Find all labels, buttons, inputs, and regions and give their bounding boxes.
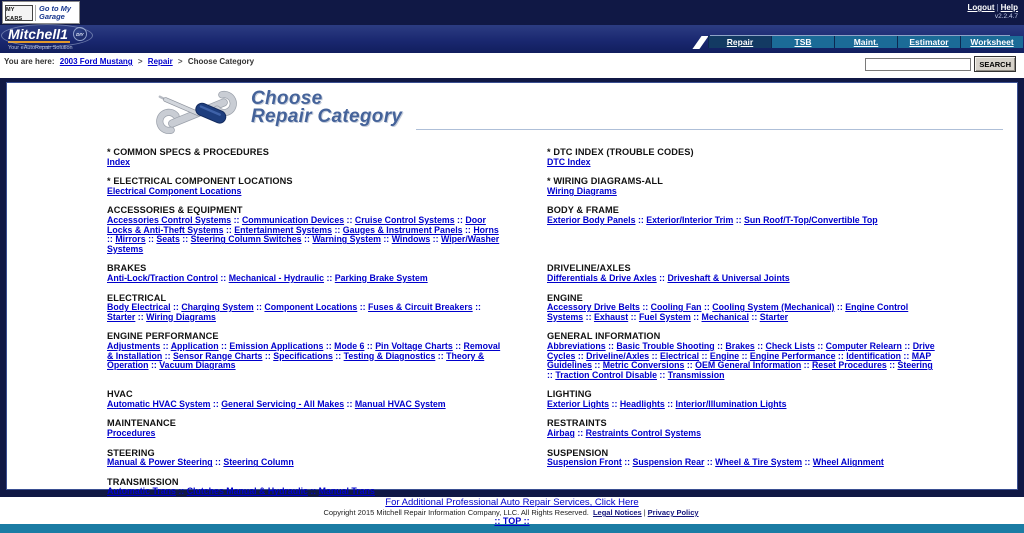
category-link[interactable]: Suspension Rear [632,457,705,468]
tab-worksheet[interactable]: Worksheet [960,36,1023,48]
category-link[interactable]: Electrical [659,350,700,361]
link-separator: :: [179,234,191,245]
page-title [251,90,402,126]
link-separator: :: [332,350,344,361]
link-separator: :: [739,350,750,361]
my-cars-label: MY CARS [6,6,23,22]
category-link[interactable]: Manual & Power Steering [107,457,213,468]
category-link[interactable]: Emission Applications [229,340,324,351]
category-link[interactable]: Removal & Installation [107,340,501,361]
link-separator: :: [162,350,173,361]
link-separator: :: [107,234,116,245]
category-link[interactable]: Restraints Control Systems [585,428,701,439]
link-separator: :: [583,311,594,322]
category-heading: LIGHTING [547,389,592,400]
category-link[interactable]: Starter [107,311,136,322]
category-links [547,458,941,468]
category-link[interactable]: Brakes [725,340,755,351]
categories-grid [107,148,1017,497]
link-separator: :: [357,302,369,313]
category-link[interactable]: Anti-Lock/Traction Control [107,272,218,283]
link-separator: :: [160,340,171,351]
link-separator: :: [307,486,319,497]
category-link[interactable]: Cooling Fan [650,302,702,313]
category-links [547,274,941,284]
category-links [107,303,501,322]
category-link[interactable]: Sensor Range Charts [172,350,263,361]
category-link[interactable]: Application [170,340,219,351]
category-links [107,400,501,410]
category-link[interactable]: Computer Relearn [825,340,902,351]
category-heading: HVAC [107,389,133,400]
link-separator: :: [574,428,586,439]
link-separator: :: [886,360,898,371]
link-separator: :: [462,224,474,235]
link-separator: :: [802,457,813,468]
link-separator: :: [547,369,556,380]
category-links [547,216,941,226]
category-section [547,294,941,323]
category-link[interactable]: Parking Brake System [334,272,428,283]
category-heading: BODY & FRAME [547,205,619,216]
link-separator: :: [148,360,160,371]
link-separator: :: [324,272,335,283]
logo-tagline: Your eAutoRepair Solution [8,45,73,51]
link-separator: :: [301,234,313,245]
category-link[interactable]: Accessory Drive Belts [547,302,640,313]
link-separator: :: [754,340,766,351]
category-link[interactable]: Engine Performance [749,350,836,361]
category-section [107,419,501,438]
category-link[interactable]: Engine Control Systems [547,302,909,322]
category-link[interactable]: Fuses & Circuit Breakers [368,302,473,313]
version-text: v2.2.4.7 [994,13,1018,20]
category-link[interactable]: Adjustments [107,340,161,351]
link-separator: :: [253,302,265,313]
link-separator: :: [748,311,760,322]
link-separator: :: [814,340,826,351]
category-link[interactable]: Wiring Diagrams [547,185,617,196]
category-heading: ENGINE PERFORMANCE [107,331,219,342]
category-section [107,332,501,380]
link-separator: :: [628,311,639,322]
category-link[interactable]: Exterior/Interior Trim [646,214,734,225]
category-link[interactable]: Wiring Diagrams [146,311,216,322]
category-link[interactable]: Procedures [107,428,156,439]
category-link[interactable]: Exhaust [593,311,629,322]
header-bar [0,25,1024,53]
category-link[interactable]: Manual HVAC System [354,398,446,409]
category-link[interactable]: Mechanical - Hydraulic [228,272,325,283]
category-link[interactable]: Basic Trouble Shooting [616,340,715,351]
category-links [547,303,941,322]
category-heading: GENERAL INFORMATION [547,331,661,342]
category-link[interactable]: Exterior Body Panels [547,214,636,225]
category-link[interactable]: Mode 6 [334,340,365,351]
category-link[interactable]: MAP Guidelines [547,350,932,371]
category-links [547,429,941,439]
breadcrumb-prefix: You are here: [4,57,57,66]
category-link[interactable]: Charging System [181,302,254,313]
breadcrumb-item[interactable]: Repair [147,57,173,66]
category-link[interactable]: Airbag [547,428,575,439]
link-separator: :: [690,311,702,322]
category-link[interactable]: OEM General Information [695,360,802,371]
category-heading: * ELECTRICAL COMPONENT LOCATIONS [107,176,293,187]
link-separator: :: [430,234,441,245]
category-link[interactable]: Mechanical [701,311,749,322]
category-link[interactable]: Vacuum Diagrams [159,360,236,371]
category-link[interactable]: Cruise Control Systems [354,214,455,225]
category-link[interactable]: Fuel System [638,311,691,322]
category-link[interactable]: Cooling System (Mechanical) [712,302,835,313]
category-section [547,148,941,167]
tab-repair[interactable]: Repair [708,36,771,48]
search-button[interactable]: SEARCH [974,56,1016,72]
category-link[interactable]: Driveline/Axles [586,350,650,361]
category-link[interactable]: Automatic HVAC System [107,398,211,409]
category-link[interactable]: Headlights [619,398,665,409]
link-separator: :: [701,302,713,313]
category-link[interactable]: Windows [391,234,431,245]
link-separator: :: [649,350,660,361]
link-separator: :: [175,486,187,497]
category-link[interactable]: Steering [897,360,933,371]
diy-badge-icon: DIY [73,27,87,41]
link-separator: :: [733,214,745,225]
category-link[interactable]: Identification [846,350,901,361]
breadcrumb-separator: > [135,57,145,66]
category-link[interactable]: Steering Column [223,457,294,468]
category-heading: ENGINE [547,292,583,303]
license-plate-icon [5,5,33,21]
category-heading: DRIVELINE/AXLES [547,263,631,274]
category-section [547,206,941,254]
category-section [107,177,501,196]
category-section [107,390,501,409]
category-heading: MAINTENANCE [107,418,176,429]
category-section [547,449,941,468]
link-separator: :: [262,350,274,361]
link-separator: :: [145,234,157,245]
link-separator: :: [380,234,392,245]
category-link[interactable]: Body Electrical [107,302,171,313]
link-separator: :: [170,302,182,313]
link-separator: :: [656,272,668,283]
category-link[interactable]: Specifications [273,350,333,361]
category-heading: STEERING [107,447,155,458]
category-link[interactable]: Traction Control Disable [555,369,657,380]
link-separator: :: [639,302,651,313]
category-link[interactable]: Entertainment Systems [234,224,333,235]
category-section [107,148,501,167]
search-input[interactable] [865,58,971,71]
mitchell1-logo[interactable] [8,27,87,51]
link-separator: :: [218,340,230,351]
top-bar [0,0,1024,25]
link-separator: :: [714,340,726,351]
page-title-line2: Repair Category [251,106,403,127]
category-link[interactable]: Index [107,156,130,167]
category-links [107,458,501,468]
link-separator: :: [452,340,464,351]
link-separator: :: [834,302,846,313]
category-link[interactable]: Starter [759,311,789,322]
tab-tsb[interactable]: TSB [771,36,834,48]
category-links [107,487,501,497]
category-section [107,478,501,497]
category-section [547,264,941,283]
main-panel [6,82,1018,497]
category-link[interactable]: Steering Column Switches [190,234,302,245]
session-links [967,3,1018,20]
category-heading: ACCESSORIES & EQUIPMENT [107,205,243,216]
category-link[interactable]: Accessories Control Systems [107,214,232,225]
category-link[interactable]: Seats [156,234,180,245]
my-cars-garage-button[interactable] [2,1,80,24]
tab-maint[interactable]: Maint. [834,36,897,48]
link-separator: :: [699,350,710,361]
category-links [107,158,501,168]
search-box [865,56,1016,72]
breadcrumb [4,57,254,66]
category-link[interactable]: Interior/Illumination Lights [675,398,787,409]
category-link[interactable]: Automatic Trans [107,486,176,497]
category-link[interactable]: Drive Cycles [547,340,935,361]
category-link[interactable]: Mirrors [115,234,146,245]
category-link[interactable]: Wiper/Washer Systems [107,234,500,254]
link-separator: :: [684,360,696,371]
header-rule [416,129,1003,130]
page-header [7,83,1017,134]
breadcrumb-search-bar [0,53,1024,78]
category-link[interactable]: Transmission [667,369,725,380]
help-link[interactable]: Help [1000,3,1018,12]
category-heading: TRANSMISSION [107,476,179,487]
category-heading: RESTRAINTS [547,418,607,429]
logo-ellipse-decoration [1,24,93,47]
link-separator: :: [135,311,147,322]
category-link[interactable]: General Servicing - All Makes [221,398,345,409]
privacy-policy-link[interactable]: Privacy Policy [647,508,699,517]
promo-line [0,498,1024,508]
link-separator: :: [605,340,617,351]
category-link[interactable]: Electrical Component Locations [107,185,242,196]
link-separator: :: [454,214,466,225]
tab-bar [708,36,1023,48]
link-separator: :: [609,398,620,409]
breadcrumb-separator: > [175,57,185,66]
link-separator: :: [435,350,447,361]
go-to-garage-label: Go to My Garage [35,5,79,21]
link-separator: :: [231,214,242,225]
link-divider: | [996,3,999,12]
category-link[interactable]: Horns [473,224,499,235]
category-heading: * DTC INDEX (TROUBLE CODES) [547,147,694,157]
link-separator: :: [901,340,913,351]
category-section [107,264,501,283]
promo-link[interactable]: For Additional Professional Auto Repair Services, Click Here [385,497,639,508]
category-link[interactable]: Pin Voltage Charts [375,340,453,351]
copyright-text: Copyright 2015 Mitchell Repair Information Company, LLC. All Rights Reserved. [323,508,589,517]
link-separator: :: [704,457,716,468]
category-section [107,294,501,323]
link-separator: :: [575,350,587,361]
tab-slash-decoration [692,36,708,49]
category-section [547,390,941,409]
category-link[interactable]: Theory & Operation [107,350,485,371]
link-separator: :: [323,340,335,351]
category-heading: SUSPENSION [547,447,609,458]
category-link[interactable]: Manual Trans [318,486,375,497]
category-link[interactable]: Gauges & Instrument Panels [342,224,463,235]
category-link[interactable]: Warning System [312,234,381,245]
link-separator: :: [656,369,668,380]
link-separator: :: [621,457,633,468]
category-links [547,342,941,380]
category-links [547,158,941,168]
category-section [547,419,941,438]
category-links [107,342,501,371]
link-separator: :: [635,214,647,225]
category-section [107,449,501,468]
footer-link-divider: | [643,508,646,517]
category-links [107,429,501,439]
link-separator: :: [344,398,355,409]
link-separator: :: [332,224,343,235]
category-link[interactable]: Sun Roof/T-Top/Convertible Top [744,214,878,225]
category-link[interactable]: Wheel Alignment [812,457,884,468]
category-links [107,216,501,254]
category-heading: BRAKES [107,263,147,274]
page-title-line1: Choose [251,88,323,109]
category-section [547,177,941,196]
link-separator: :: [801,360,812,371]
link-separator: :: [472,302,481,313]
category-heading: * WIRING DIAGRAMS-ALL [547,176,663,187]
category-links [107,187,501,197]
footer [0,497,1024,524]
category-link[interactable]: Reset Procedures [811,360,887,371]
category-heading: * COMMON SPECS & PROCEDURES [107,147,269,157]
category-link[interactable]: Differentials & Drive Axles [547,272,657,283]
logout-link[interactable]: Logout [967,3,995,12]
link-separator: :: [210,398,222,409]
category-heading: ELECTRICAL [107,292,167,303]
link-separator: :: [364,340,376,351]
category-link[interactable]: Clutches Manual & Hydraulic [186,486,308,497]
top-link[interactable]: :: TOP :: [494,516,530,526]
category-link[interactable]: Suspension Front [547,457,622,468]
category-links [547,400,941,410]
page-background [0,78,1024,497]
category-link[interactable]: Driveshaft & Universal Joints [667,272,790,283]
repair-tools-icon [155,90,239,134]
link-separator: :: [664,398,676,409]
category-link[interactable]: Communication Devices [241,214,345,225]
category-link[interactable]: DTC Index [547,156,591,167]
category-links [107,274,501,284]
breadcrumb-item: Choose Category [187,57,255,66]
category-link[interactable]: Testing & Diagnostics [343,350,436,361]
link-separator: :: [344,214,355,225]
category-link[interactable]: Engine [709,350,740,361]
link-separator: :: [223,224,235,235]
link-separator: :: [212,457,224,468]
category-section [107,206,501,254]
link-separator: :: [217,272,229,283]
category-link[interactable]: Metric Conversions [602,360,685,371]
category-link[interactable]: Wheel & Tire System [715,457,803,468]
breadcrumb-item[interactable]: 2003 Ford Mustang [59,57,133,66]
link-separator: :: [591,360,603,371]
category-link[interactable]: Component Locations [264,302,358,313]
logo-text: Mitchell1 [8,26,68,42]
category-section [547,332,941,380]
category-link[interactable]: Door Locks & Anti-Theft Systems [107,214,486,235]
legal-notices-link[interactable]: Legal Notices [592,508,642,517]
tab-estimator[interactable]: Estimator [897,36,960,48]
category-links [547,187,941,197]
link-separator: :: [900,350,912,361]
category-section [547,478,941,497]
link-separator: :: [835,350,847,361]
category-link[interactable]: Abbreviations [547,340,606,351]
category-link[interactable]: Exterior Lights [547,398,610,409]
category-link[interactable]: Check Lists [765,340,815,351]
